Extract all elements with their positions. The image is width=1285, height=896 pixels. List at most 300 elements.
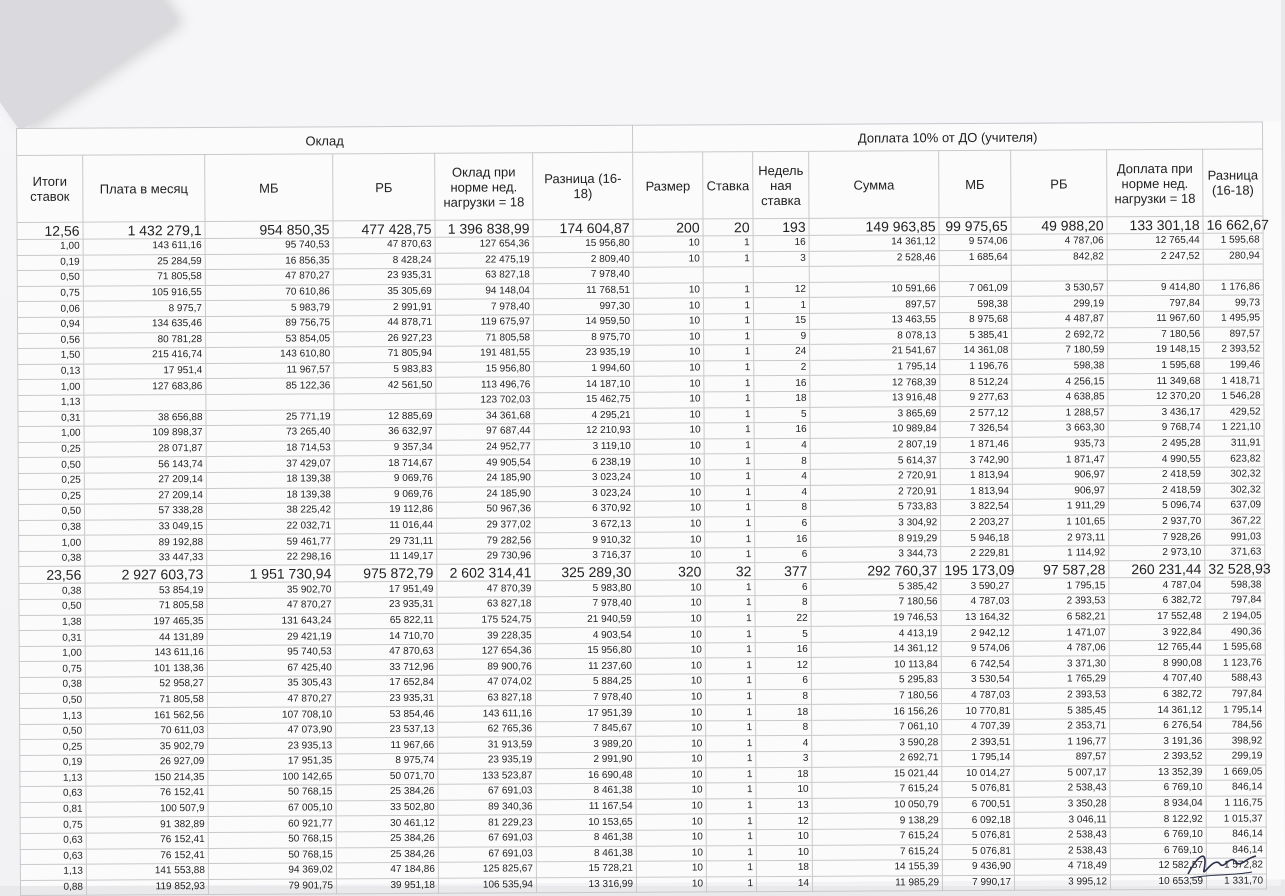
table-cell: 1: [705, 532, 755, 548]
table-cell: 1 795,14: [810, 359, 940, 375]
table-cell: 19 746,53: [811, 610, 941, 626]
table-cell: 3 663,30: [1012, 421, 1108, 437]
table-cell: 4 903,54: [535, 628, 635, 644]
table-cell: 35 305,43: [207, 676, 335, 692]
table-cell: 0,50: [19, 599, 85, 615]
table-cell: 174 604,87: [533, 219, 633, 237]
table-cell: 17 552,48: [1109, 609, 1205, 625]
table-cell: 18: [756, 705, 812, 721]
table-cell: 1: [706, 814, 756, 830]
table-cell: 1,00: [19, 535, 85, 551]
column-headers: [17, 149, 1263, 223]
table-cell: 81 229,23: [438, 815, 536, 831]
table-cell: 325 289,30: [535, 564, 635, 582]
table-cell: 63 827,18: [437, 597, 535, 613]
table-cell: 15 956,80: [436, 362, 534, 378]
table-cell: 10: [634, 423, 704, 439]
table-cell: 429,52: [1204, 405, 1264, 421]
table-cell: [84, 394, 206, 410]
table-cell: 26 927,23: [334, 331, 436, 347]
table-cell: 5 385,45: [1014, 703, 1110, 719]
table-cell: 52 958,27: [85, 677, 207, 693]
table-cell: 76 152,41: [86, 848, 208, 864]
group-bonus-header: Доплата 10% от ДО (учителя): [633, 122, 1263, 152]
table-cell: 80 781,28: [84, 332, 206, 348]
table-cell: 4 787,03: [941, 594, 1013, 610]
table-cell: 199,46: [1204, 358, 1264, 374]
table-cell: 14 155,39: [812, 860, 942, 876]
table-cell: 11 967,66: [336, 738, 438, 754]
table-cell: 10: [633, 251, 703, 267]
table-cell: 2 937,70: [1109, 514, 1205, 530]
column-header: Разница (16-18): [533, 152, 633, 220]
table-cell: 47 870,39: [437, 581, 535, 597]
table-cell: 302,32: [1204, 482, 1264, 498]
table-cell: 2 393,53: [1013, 594, 1109, 610]
table-cell: 10: [633, 283, 703, 299]
table-cell: 175 524,75: [437, 612, 535, 628]
table-cell: 47 870,63: [335, 644, 437, 660]
table-cell: 6: [755, 516, 811, 532]
table-cell: 9 574,06: [941, 641, 1013, 657]
table-cell: 2 577,12: [940, 406, 1012, 422]
table-cell: 0,38: [19, 520, 85, 536]
table-cell: 2 247,52: [1107, 249, 1203, 265]
table-cell: 3 191,36: [1110, 734, 1206, 750]
table-cell: 4 990,55: [1108, 452, 1204, 468]
table-cell: 1,38: [19, 615, 85, 631]
table-cell: 10: [756, 845, 812, 861]
table-cell: 2: [754, 360, 810, 376]
table-cell: 398,92: [1206, 733, 1266, 749]
table-cell: 39 951,18: [336, 878, 438, 894]
table-cell: 623,82: [1204, 451, 1264, 467]
table-cell: 846,14: [1206, 780, 1266, 796]
table-cell: 1: [703, 282, 753, 298]
table-cell: 1: [705, 516, 755, 532]
table-cell: 637,09: [1205, 498, 1265, 514]
table-cell: 89 756,75: [205, 316, 333, 332]
table-cell: [939, 265, 1011, 281]
table-cell: 25 771,19: [206, 409, 334, 425]
table-cell: 106 535,94: [438, 878, 536, 894]
table-cell: 70 610,86: [205, 285, 333, 301]
table-cell: 10: [635, 627, 705, 643]
table-cell: 119 852,93: [86, 879, 208, 895]
table-cell: 377: [755, 563, 811, 580]
table-cell: 89 340,36: [438, 800, 536, 816]
table-cell: 8: [754, 454, 810, 470]
table-cell: 10 770,81: [942, 704, 1014, 720]
table-cell: 29 731,11: [335, 534, 437, 550]
table-cell: 39 228,35: [437, 628, 535, 644]
table-cell: 7 061,09: [939, 281, 1011, 297]
table-cell: 1,00: [19, 646, 85, 662]
table-cell: 10: [634, 454, 704, 470]
table-cell: 79 901,75: [208, 879, 336, 895]
table-cell: 10: [637, 877, 707, 893]
table-cell: 13 916,48: [810, 391, 940, 407]
table-cell: 9 436,90: [942, 859, 1014, 875]
table-cell: 11 967,60: [1108, 311, 1204, 327]
table-cell: 17 951,39: [536, 705, 636, 721]
column-header: Разница (16-18): [1203, 149, 1263, 216]
table-cell: 5 385,42: [811, 579, 941, 595]
table-cell: 50 967,36: [436, 502, 534, 518]
table-cell: 1: [704, 392, 754, 408]
table-cell: 846,14: [1206, 827, 1266, 843]
table-cell: 6 769,10: [1110, 843, 1206, 859]
table-cell: 2 538,43: [1014, 828, 1110, 844]
table-cell: 12: [753, 282, 809, 298]
table-cell: 0,50: [18, 457, 84, 473]
table-cell: 1 221,10: [1204, 420, 1264, 436]
table-cell: 12 885,69: [334, 409, 436, 425]
table-cell: 11 167,54: [536, 799, 636, 815]
table-cell: 10: [636, 736, 706, 752]
table-cell: 10: [636, 783, 706, 799]
table-cell: 18 139,38: [206, 487, 334, 503]
table-cell: 1: [704, 470, 754, 486]
table-cell: 3 822,54: [941, 499, 1013, 515]
table-cell: 1 813,94: [940, 468, 1012, 484]
table-cell: 4 787,03: [942, 688, 1014, 704]
table-cell: 9 069,76: [334, 471, 436, 487]
table-cell: 1: [704, 329, 754, 345]
table-cell: 3 590,28: [812, 735, 942, 751]
table-cell: 12: [756, 814, 812, 830]
table-cell: 2 528,46: [809, 250, 939, 266]
table-cell: 0,50: [18, 504, 84, 520]
table-cell: 2 393,52: [1204, 342, 1264, 358]
table-cell: 17 951,49: [335, 582, 437, 598]
table-cell: 53 854,05: [206, 331, 334, 347]
table-cell: 71 805,58: [85, 599, 207, 615]
table-cell: 195 173,09: [941, 562, 1013, 579]
table-cell: 67 691,03: [438, 846, 536, 862]
table-cell: 91 382,89: [86, 817, 208, 833]
table-cell: 2 973,11: [1013, 530, 1109, 546]
table-cell: 1: [707, 876, 757, 892]
table-cell: 125 825,67: [438, 862, 536, 878]
table-cell: 4: [754, 469, 810, 485]
table-cell: 1 994,60: [534, 361, 634, 377]
table-cell: 27 209,14: [84, 488, 206, 504]
table-cell: 10: [634, 329, 704, 345]
table-cell: 5: [754, 407, 810, 423]
table-cell: 49 988,20: [1011, 217, 1107, 235]
table-cell: 100 142,65: [208, 769, 336, 785]
table-cell: 1 176,86: [1203, 280, 1263, 296]
table-cell: 371,63: [1205, 545, 1265, 561]
table-cell: 4 413,19: [811, 626, 941, 642]
table-cell: 101 138,36: [85, 661, 207, 677]
table-cell: 89 192,88: [85, 535, 207, 551]
table-cell: 2 809,40: [533, 252, 633, 268]
table-cell: 1: [705, 611, 755, 627]
table-cell: 1: [704, 485, 754, 501]
table-cell: 10: [636, 721, 706, 737]
table-cell: 10: [635, 674, 705, 690]
column-header: Ставка: [703, 152, 753, 219]
table-cell: 16 856,35: [205, 253, 333, 269]
table-cell: 2 692,72: [1012, 327, 1108, 343]
table-cell: 15 956,80: [535, 643, 635, 659]
table-cell: 7 180,56: [812, 688, 942, 704]
table-cell: 598,38: [1012, 359, 1108, 375]
table-cell: 62 765,36: [438, 722, 536, 738]
table-cell: 134 635,46: [83, 316, 205, 332]
table-cell: 4: [754, 485, 810, 501]
table-cell: 1: [705, 627, 755, 643]
table-cell: 143 611,16: [83, 239, 205, 255]
table-cell: 8 934,04: [1110, 796, 1206, 812]
table-cell: 935,73: [1012, 437, 1108, 453]
table-cell: 47 870,63: [333, 237, 435, 253]
table-cell: 1 595,68: [1203, 233, 1263, 249]
table-cell: 47 184,86: [336, 862, 438, 878]
table-cell: 94 148,04: [435, 284, 533, 300]
table-cell: 1: [705, 596, 755, 612]
table-cell: 1 669,05: [1206, 765, 1266, 781]
table-cell: 1 572,82: [1206, 858, 1266, 874]
table-cell: 6 370,92: [534, 501, 634, 517]
table-cell: 15: [754, 313, 810, 329]
table-cell: 123 702,03: [436, 393, 534, 409]
table-cell: 18 139,38: [206, 472, 334, 488]
table-cell: 1,00: [18, 379, 84, 395]
table-cell: 8 919,29: [811, 531, 941, 547]
table-cell: 9 138,29: [812, 813, 942, 829]
column-header: Плата в месяц: [83, 155, 205, 223]
table-cell: 71 805,94: [334, 346, 436, 362]
table-cell: 11 967,57: [206, 363, 334, 379]
table-cell: [1107, 264, 1203, 280]
table-cell: 25 384,26: [336, 831, 438, 847]
table-cell: 24 185,90: [436, 486, 534, 502]
table-cell: 0,38: [19, 584, 85, 600]
table-cell: 1 123,76: [1205, 655, 1265, 671]
table-cell: 8 461,38: [536, 846, 636, 862]
column-header: Сумма: [809, 151, 939, 219]
table-cell: 193: [753, 218, 809, 235]
table-cell: 10: [634, 345, 704, 361]
table-cell: 22 298,16: [207, 550, 335, 566]
table-cell: 1 795,15: [1013, 578, 1109, 594]
table-cell: 13 463,55: [810, 313, 940, 329]
table-cell: 13 352,39: [1110, 765, 1206, 781]
table-cell: 71 805,58: [85, 692, 207, 708]
table-cell: 5 076,81: [942, 781, 1014, 797]
table-cell: 10: [635, 517, 705, 533]
table-cell: 7 326,54: [940, 421, 1012, 437]
table-cell: 598,38: [1205, 577, 1265, 593]
column-header: РБ: [333, 153, 435, 221]
table-cell: 0,50: [20, 724, 86, 740]
table-cell: 1 911,29: [1013, 499, 1109, 515]
table-cell: 4 707,39: [942, 719, 1014, 735]
table-cell: 10 989,84: [810, 422, 940, 438]
table-cell: 6 769,10: [1110, 780, 1206, 796]
table-cell: 1: [753, 298, 809, 314]
table-cell: 76 152,41: [86, 832, 208, 848]
table-cell: 906,97: [1012, 483, 1108, 499]
table-cell: 24 952,77: [436, 440, 534, 456]
table-cell: 60 921,77: [208, 816, 336, 832]
table-cell: 7 615,24: [812, 782, 942, 798]
table-cell: 6 382,72: [1109, 593, 1205, 609]
table-cell: 8: [755, 595, 811, 611]
table-cell: 18: [756, 860, 812, 876]
table-cell: 1 432 279,1: [83, 222, 205, 240]
table-cell: 5 295,83: [811, 673, 941, 689]
table-cell: 1,13: [20, 708, 86, 724]
table-cell: 5 983,79: [205, 300, 333, 316]
table-cell: 5 614,37: [810, 453, 940, 469]
table-cell: 18 714,53: [206, 441, 334, 457]
table-cell: 0,75: [20, 818, 86, 834]
table-cell: 10: [636, 752, 706, 768]
table-cell: 1: [704, 407, 754, 423]
table-cell: 15 728,21: [536, 861, 636, 877]
table-cell: 10: [635, 612, 705, 628]
table-cell: 0,63: [20, 849, 86, 865]
table-cell: 2 418,59: [1108, 467, 1204, 483]
table-cell: 1 595,68: [1108, 358, 1204, 374]
table-cell: 15 462,75: [534, 392, 634, 408]
table-cell: 25 384,26: [336, 784, 438, 800]
table-cell: 100 507,9: [86, 801, 208, 817]
table-cell: 197 465,35: [85, 614, 207, 630]
table-cell: 4: [754, 438, 810, 454]
table-cell: 76 152,41: [86, 786, 208, 802]
table-cell: 8 461,38: [536, 783, 636, 799]
table-cell: 4 295,21: [534, 408, 634, 424]
table-cell: 3 672,13: [535, 517, 635, 533]
table-cell: 2 973,10: [1109, 545, 1205, 561]
table-cell: 0,06: [17, 302, 83, 318]
table-cell: 3 344,73: [811, 547, 941, 563]
table-cell: 0,50: [17, 270, 83, 286]
table-cell: 6 742,54: [941, 657, 1013, 673]
table-cell: 0,25: [18, 473, 84, 489]
column-header: МБ: [939, 150, 1011, 217]
table-cell: [206, 394, 334, 410]
table-cell: 27 209,14: [84, 472, 206, 488]
table-cell: 2 393,53: [1014, 687, 1110, 703]
table-cell: 1: [704, 454, 754, 470]
table-cell: 23 935,13: [208, 738, 336, 754]
table-cell: 954 850,35: [205, 221, 333, 239]
table-cell: 23,56: [19, 567, 85, 584]
table-cell: 8 975,68: [940, 312, 1012, 328]
table-cell: 1 795,14: [1206, 702, 1266, 718]
table-cell: 1: [704, 360, 754, 376]
table-cell: 1: [706, 736, 756, 752]
table-cell: 16: [755, 532, 811, 548]
table-cell: 16: [753, 235, 809, 251]
table-cell: 842,82: [1011, 249, 1107, 265]
table-cell: 95 740,53: [207, 645, 335, 661]
table-cell: 9 574,06: [939, 234, 1011, 250]
table-cell: 22: [755, 611, 811, 627]
table-cell: 127 654,36: [435, 237, 533, 253]
table-cell: 14: [757, 876, 813, 892]
table-cell: 5 076,81: [942, 844, 1014, 860]
column-header: Доплата при норме нед. нагрузки = 18: [1107, 149, 1203, 217]
table-cell: 44 878,71: [333, 315, 435, 331]
table-cell: 1 951 730,94: [207, 565, 335, 583]
table-cell: 10: [633, 236, 703, 252]
table-cell: 10 153,65: [536, 815, 636, 831]
table-cell: 1: [705, 658, 755, 674]
table-cell: 143 610,80: [206, 347, 334, 363]
table-cell: 21 541,67: [810, 344, 940, 360]
table-cell: 3 716,37: [535, 548, 635, 564]
table-cell: 3: [756, 751, 812, 767]
table-cell: 85 122,36: [206, 378, 334, 394]
table-cell: 2 602 314,41: [437, 564, 535, 582]
table-cell: 6: [755, 580, 811, 596]
table-cell: 34 361,68: [436, 408, 534, 424]
table-cell: 3 371,30: [1013, 656, 1109, 672]
table-cell: 50 768,15: [208, 785, 336, 801]
table-cell: 14 361,08: [940, 343, 1012, 359]
table-cell: 6 276,54: [1110, 718, 1206, 734]
table-cell: 99 975,65: [939, 217, 1011, 234]
table-cell: 3 350,28: [1014, 797, 1110, 813]
table-cell: [703, 267, 753, 283]
table-cell: 0,25: [18, 442, 84, 458]
table-cell: 24: [754, 345, 810, 361]
table-cell: 906,97: [1012, 468, 1108, 484]
table-cell: 47 870,27: [205, 269, 333, 285]
table-cell: 113 496,76: [436, 377, 534, 393]
table-cell: 1: [706, 752, 756, 768]
table-cell: 1 418,71: [1204, 373, 1264, 389]
table-cell: 67 005,10: [208, 801, 336, 817]
table-cell: 0,81: [20, 802, 86, 818]
table-cell: 215 416,74: [84, 348, 206, 364]
table-cell: 15 956,80: [533, 236, 633, 252]
table-cell: 47 073,90: [208, 723, 336, 739]
table-cell: 10: [633, 298, 703, 314]
table-cell: 367,22: [1205, 514, 1265, 530]
table-cell: 49 905,54: [436, 455, 534, 471]
table-cell: 6 582,21: [1013, 609, 1109, 625]
table-cell: 16: [755, 642, 811, 658]
table-cell: 10: [635, 658, 705, 674]
table-cell: 0,31: [19, 630, 85, 646]
table-cell: 56 143,74: [84, 457, 206, 473]
table-cell: [753, 267, 809, 283]
table-cell: 50 768,15: [208, 847, 336, 863]
table-cell: 12: [755, 658, 811, 674]
table-cell: 3 023,24: [534, 486, 634, 502]
table-cell: 1 595,68: [1205, 640, 1265, 656]
table-cell: 19 112,86: [334, 502, 436, 518]
table-cell: 10: [634, 439, 704, 455]
table-cell: 3 119,10: [534, 439, 634, 455]
table-cell: 1 196,76: [940, 359, 1012, 375]
table-cell: 5 983,80: [535, 581, 635, 597]
table-cell: 13: [756, 798, 812, 814]
table-body: [17, 215, 1271, 896]
table-cell: 1: [706, 720, 756, 736]
table-cell: 47 074,02: [437, 675, 535, 691]
table-cell: 11 349,68: [1108, 374, 1204, 390]
table-cell: 133 523,87: [438, 768, 536, 784]
